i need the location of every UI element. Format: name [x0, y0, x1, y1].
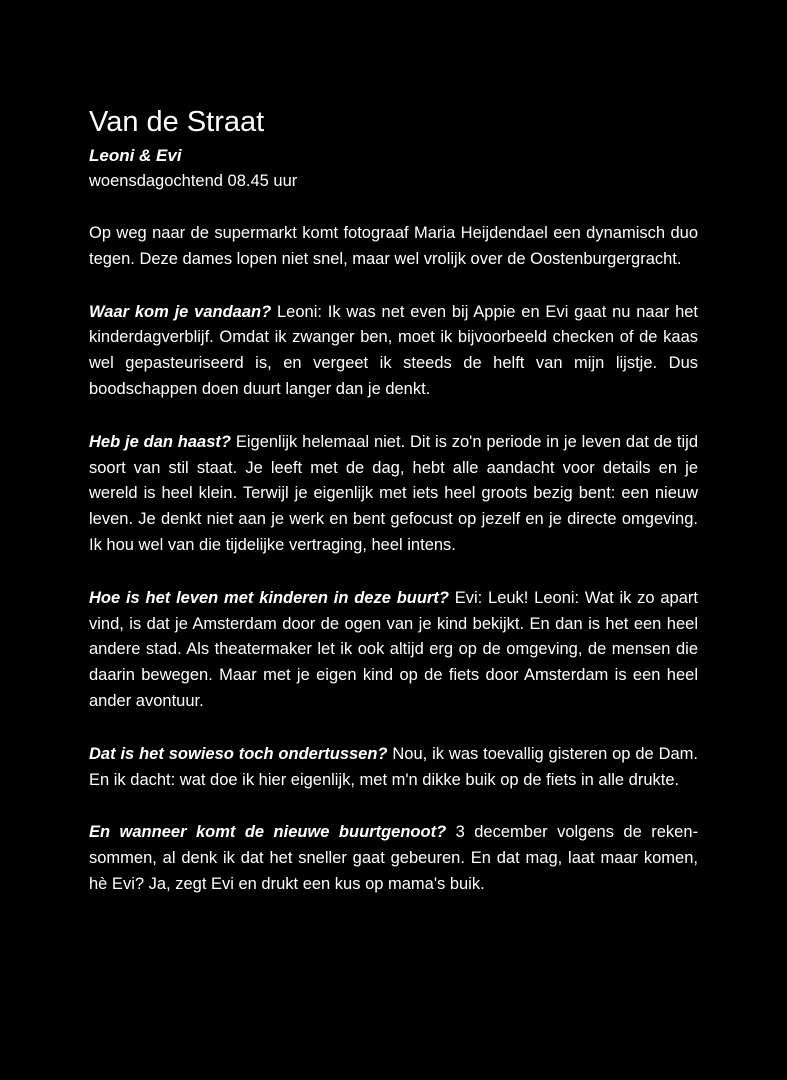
qa-paragraph-4: [89, 742, 698, 794]
answer-1: Leoni: Ik was net even bij Appie en Evi gaat nu naar het kinderdagverblijf. Omdat ik zwanger ben, moet ik bijvoorbeeld checken of de kaas wel gepasteuriseerd is, en vergeet ik steeds de helft van mijn lijstje. Dus boodschappen doen duurt langer dan je denkt.: [89, 302, 699, 398]
article-title: Van de Straat: [89, 106, 265, 138]
intro-paragraph: Op weg naar de supermarkt komt fotograaf Maria Heijdendael een dynamisch duo tegen. Deze dames lopen niet snel, maar wel vrolijk over de Oostenburgergracht.: [89, 224, 698, 268]
qa-paragraph-2: [89, 430, 698, 559]
article-subtitle: Leoni & Evi: [89, 146, 182, 165]
question-5: En wanneer komt de nieuwe buurtgenoot?: [89, 823, 447, 842]
question-3: Hoe is het leven met kinderen in deze buurt?: [89, 588, 449, 607]
answer-5: 3 december volgens de reken-sommen, al denk ik dat het sneller gaat gebeuren. En dat mag, laat maar komen, hè Evi? Ja, zegt Evi en drukt een kus op mama's buik.: [89, 823, 698, 893]
article: [89, 104, 698, 898]
question-2: Heb je dan haast?: [89, 432, 231, 451]
question-4: Dat is het sowieso toch ondertussen?: [89, 744, 388, 763]
question-1: Waar kom je vandaan?: [89, 302, 272, 321]
qa-paragraph-1: [89, 300, 698, 403]
qa-paragraph-5: [89, 820, 698, 897]
answer-3: Evi: Leuk! Leoni: Wat ik zo apart vind, is dat je Amsterdam door de ogen van je kind bekijkt. En dan is het een heel andere stad. Als theatermaker let ik ook altijd erg op de omgeving, de mensen die daarin bewegen. Maar met je eigen kind op de fiets door Amsterdam is een heel ander avontuur.: [89, 588, 698, 710]
answer-4: Nou, ik was toevallig gisteren op de Dam. En ik dacht: wat doe ik hier eigenlijk, met m'n dikke buik op de fiets in alle drukte.: [89, 744, 698, 789]
qa-paragraph-3: [89, 586, 698, 715]
article-dateline: woensdagochtend 08.45 uur: [89, 172, 298, 190]
answer-2: Eigenlijk helemaal niet. Dit is zo'n periode in je leven dat de tijd soort van stil staat. Je leeft met de dag, hebt alle aandacht voor details en je wereld is heel klein. Terwijl je eigenlijk met iets heel groots bezig bent: een nieuw leven. Je denkt niet aan je werk en bent gefocust op jezelf en je directe omgeving. Ik hou wel van die tijdelijke vertraging, heel intens.: [89, 432, 698, 554]
